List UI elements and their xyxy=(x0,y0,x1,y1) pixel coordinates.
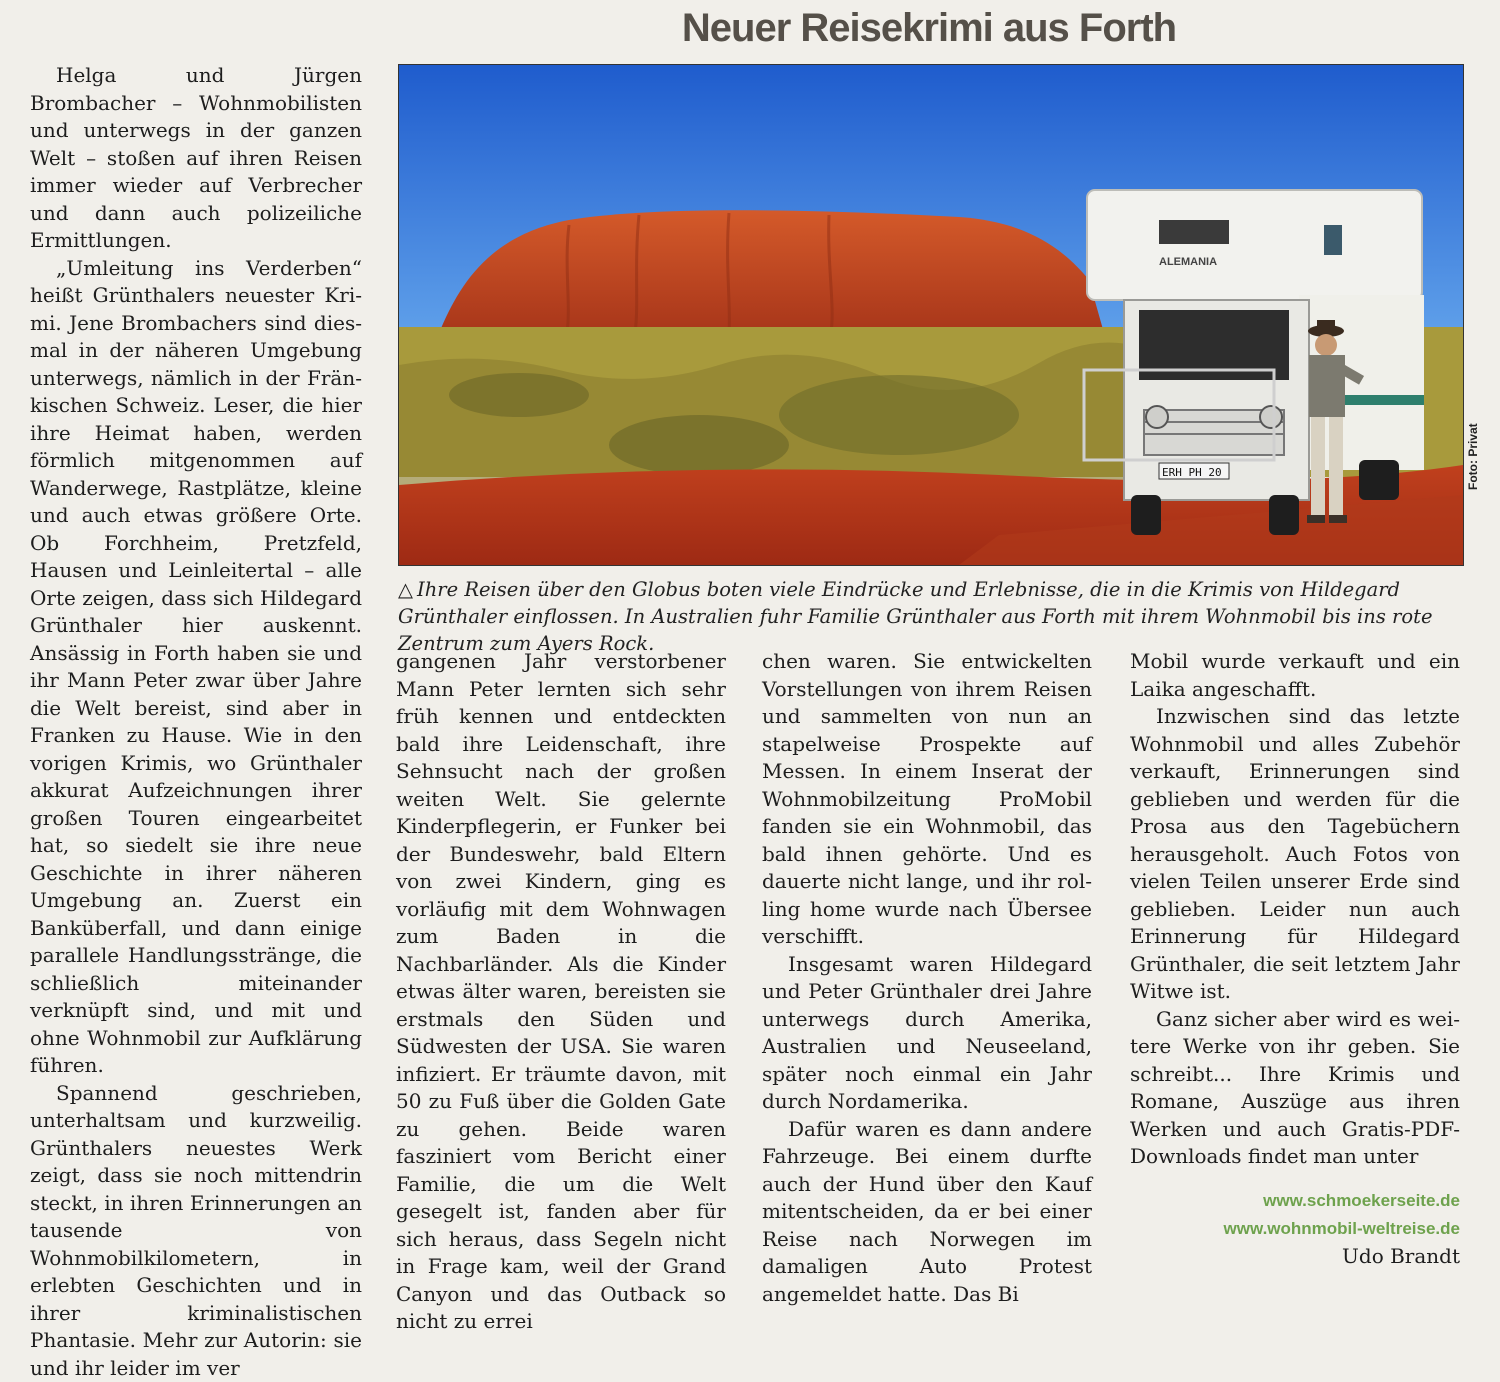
article-column-4 xyxy=(1130,648,1460,1270)
photo-illustration xyxy=(399,65,1463,565)
article-column-2 xyxy=(396,648,726,1336)
photo-caption xyxy=(398,576,1462,657)
triangle-marker-icon: △ xyxy=(398,578,413,601)
photo-credit: Foto: Privat xyxy=(1466,423,1480,490)
author-name: Udo Brandt xyxy=(1130,1243,1460,1270)
article-column-1 xyxy=(30,62,362,1382)
link-wohnmobil-weltreise[interactable]: www.wohnmobil-weltreise.de xyxy=(1130,1215,1460,1243)
paragraph: Spannend geschrieben, unterhaltsam und kurzweilig. Grünthalers neuestes Werk zeigt, dass sie noch mittendrin steckt, in ihren Erinnerungen an tausende von Wohnmobilkilometern, in erlebten Geschichten und in ihrer kriminalistischen Phantasie. Mehr zur Autorin: sie und ihr leider im ver xyxy=(30,1080,362,1382)
license-plate: ERH PH 20 xyxy=(1162,466,1222,479)
paragraph: Insgesamt waren Hildegard und Peter Grünthaler drei Jahre unterwegs durch Amerika, Australien und Neuseeland, später noch einmal ein Jahr durch Nordamerika. xyxy=(762,951,1092,1116)
article-column-3 xyxy=(762,648,1092,1308)
paragraph: Helga und Jürgen Brombacher – Wohnmobilisten und unterwegs in der ganzen Welt – stoßen auf ihren Reisen immer wieder auf Verbrecher und dann auch polizeiliche Ermittlungen. xyxy=(30,62,362,255)
motorhome xyxy=(1084,190,1424,535)
caption-text: Ihre Reisen über den Globus boten viele Eindrücke und Erlebnisse, die in die Krimis von Hildegard Grünthaler einflossen. In Australien fuhr Familie Grünthaler aus Forth mit ihrem Wohnmobil bis ins rote Zentrum zum Ayers Rock. xyxy=(398,578,1433,655)
paragraph: „Umleitung ins Verderben“ heißt Grünthalers neuester Krimi. Jene Brombachers sind diesmal in der näheren Umgebung unterwegs, nämlich in der Fränkischen Schweiz. Leser, die hier ihre Heimat haben, werden förmlich mitgenommen auf Wanderwege, Rastplätze, kleine und auch etwas größere Orte. Ob Forchheim, Pretzfeld, Hausen und Leinleitertal – alle Orte zeigen, dass sich Hildegard Grünthaler hier auskennt. Ansässig in Forth haben sie und ihr Mann Peter zwar über Jahre die Welt bereist, sind aber in Franken zu Hause. Wie in den vorigen Krimis, wo Grünthaler akkurat Aufzeichnungen ihrer großen Touren eingearbeitet hat, so siedelt sie ihre neue Geschichte in ihrer näheren Umgebung an. Zuerst ein Banküberfall, und dann einige parallele Handlungsstränge, die schließlich miteinander verknüpft sind, und mit und ohne Wohnmobil zur Aufklärung führen. xyxy=(30,255,362,1080)
paragraph: chen waren. Sie entwickelten Vorstellungen von ihrem Reisen und sammelten von nun an stapelweise Prospekte auf Messen. In einem Inserat der Wohnmobilzeitung ProMobil fanden sie ein Wohnmobil, das bald ihnen gehörte. Und es dauerte nicht lange, und ihr rolling home wurde nach Übersee verschifft. xyxy=(762,648,1092,951)
paragraph: Mobil wurde verkauft und ein Laika angeschafft. xyxy=(1130,648,1460,703)
paragraph: Dafür waren es dann andere Fahrzeuge. Bei einem durfte auch der Hund über den Kauf mitentscheiden, da er bei einer Reise nach Norwegen im damaligen Auto Protest angemeldet hatte. Das Bi xyxy=(762,1116,1092,1309)
paragraph: Inzwischen sind das letzte Wohnmobil und alles Zubehör verkauft, Erinnerungen sind geblieben und werden für die Prosa aus den Tagebüchern herausgeholt. Auch Fotos von vielen Teilen unserer Erde sind geblieben. Leider nun auch Erinnerung für Hildegard Grünthaler, die seit letztem Jahr Witwe ist. xyxy=(1130,703,1460,1006)
photo-ayers-rock-motorhome xyxy=(398,64,1464,566)
headline: Neuer Reisekrimi aus Forth xyxy=(398,6,1460,51)
ayers-rock xyxy=(439,210,1104,333)
paragraph: Ganz sicher aber wird es weitere Werke von ihr geben. Sie schreibt... Ihre Krimis und Romane, Auszüge aus ihren Werken und auch Gratis-PDF-Downloads findet man unter xyxy=(1130,1006,1460,1171)
paragraph: gangenen Jahr verstorbener Mann Peter lernten sich sehr früh kennen und entdeckten bald ihre Leidenschaft, ihre Sehnsucht nach der großen weiten Welt. Sie gelernte Kinderpflegerin, er Funker bei der Bundeswehr, bald Eltern von zwei Kindern, ging es vorläufig mit dem Wohnwagen zum Baden in die Nachbarländer. Als die Kinder etwas älter waren, bereisten sie erstmals den Süden und Südwesten der USA. Sie waren infiziert. Er träumte davon, mit 50 zu Fuß über die Golden Gate zu gehen. Beide waren fasziniert vom Bericht einer Familie, die um die Welt gesegelt ist, fanden aber für sich heraus, dass Segeln nicht in Frage kam, weil der Grand Canyon und das Outback so nicht zu errei xyxy=(396,648,726,1336)
website-links xyxy=(1130,1187,1460,1243)
vehicle-badge: ALEMANIA xyxy=(1159,256,1217,268)
link-schmoekerseite[interactable]: www.schmoekerseite.de xyxy=(1130,1187,1460,1215)
